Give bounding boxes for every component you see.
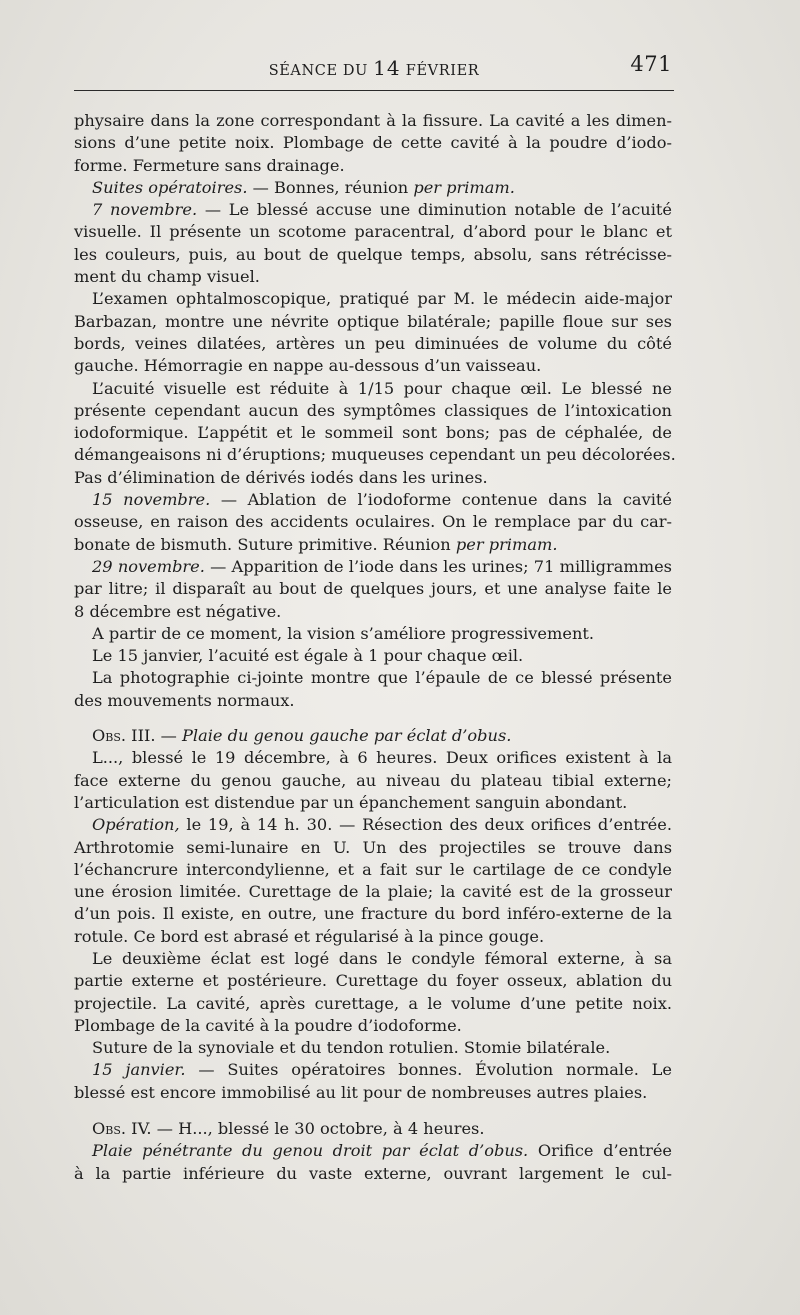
- observation-heading: [74, 725, 672, 747]
- text-line: à la partie inférieure du vaste externe, ouvrant largement le cul-: [74, 1163, 672, 1183]
- running-title-date: 14: [373, 56, 401, 80]
- page-number: 471: [630, 52, 672, 76]
- inline-italic: per primam.: [455, 534, 558, 554]
- inline-italic: 7 novembre.: [92, 200, 198, 220]
- text-line: osseuse, en raison des accidents oculaires. On le remplace par du car-: [74, 512, 672, 532]
- text-line: Le deuxième éclat est logé dans le condyle fémoral externe, à sa: [92, 948, 672, 968]
- text-line: Suture de la synoviale et du tendon rotulien. Stomie bilatérale.: [92, 1038, 611, 1058]
- text-line: L..., blessé le 19 décembre, à 6 heures. Deux orifices existent à la: [92, 748, 672, 768]
- running-title-month: FÉVRIER: [400, 63, 480, 79]
- text-line: gauche. Hémorragie en nappe au-dessous d’un vaisseau.: [74, 356, 542, 376]
- inline-italic: 29 novembre.: [92, 556, 205, 576]
- text-line: [74, 556, 672, 578]
- text-line: iodoformique. L’appétit et le sommeil sont bons; pas de céphalée, de: [74, 423, 672, 443]
- text-line: face externe du genou gauche, au niveau du plateau tibial externe;: [74, 770, 672, 790]
- text-line: partie externe et postérieure. Curettage du foyer osseux, ablation du: [74, 971, 672, 991]
- text-line: 8 décembre est négative.: [74, 601, 282, 621]
- observation-heading: [74, 1118, 672, 1140]
- text-line: démangeaisons ni d’éruptions; muqueuses cependant un peu décolorées.: [74, 445, 676, 465]
- inline-italic: 15 novembre.: [92, 490, 211, 510]
- observation-label: Obs. IV.: [92, 1119, 152, 1139]
- text-line: d’un pois. Il existe, en outre, une fracture du bord inféro-externe de la: [74, 904, 672, 924]
- text-line: visuelle. Il présente un scotome paracentral, d’abord pour le blanc et: [74, 222, 672, 242]
- text-line: blessé est encore immobilisé au lit pour de nombreuses autres plaies.: [74, 1082, 648, 1102]
- text-line: L’examen ophtalmoscopique, pratiqué par M. le médecin aide-major: [92, 289, 672, 309]
- text-line: [74, 489, 672, 511]
- inline-text: — Le blessé accuse une diminution notable de l’acuité: [197, 200, 672, 220]
- inline-text: Orifice d’entrée: [528, 1141, 672, 1161]
- body-text: [74, 110, 676, 1185]
- text-line: une érosion limitée. Curettage de la plaie; la cavité est de la grosseur: [74, 882, 672, 902]
- inline-italic: 15 janvier.: [92, 1060, 186, 1080]
- text-line: l’échancrure intercondylienne, et a fait sur le cartilage de ce condyle: [74, 859, 672, 879]
- text-line: Plombage de la cavité à la poudre d’iodoforme.: [74, 1015, 462, 1035]
- observation-title: Plaie pénétrante du genou droit par éclat d’obus.: [92, 1141, 529, 1161]
- text-line: les couleurs, puis, au bout de quelque temps, absolu, sans rétrécisse-: [74, 244, 672, 264]
- text-line: [74, 1059, 672, 1081]
- inline-italic: Suites opératoires.: [92, 177, 248, 197]
- text-line: l’articulation est distendue par un épanchement sanguin abondant.: [74, 792, 628, 812]
- text-line: A partir de ce moment, la vision s’améliore progressivement.: [92, 623, 595, 643]
- text-line: Pas d’élimination de dérivés iodés dans les urines.: [74, 467, 488, 487]
- inline-text: — Bonnes, réunion: [247, 177, 414, 197]
- text-line: présente cependant aucun des symptômes classiques de l’intoxication: [74, 400, 672, 420]
- text-line: Arthrotomie semi-lunaire en U. Un des projectiles se trouve dans: [74, 837, 672, 857]
- inline-text: — H..., blessé le 30 octobre, à 4 heures.: [151, 1119, 485, 1139]
- section-gap: [74, 712, 672, 725]
- page-header: [76, 52, 672, 80]
- inline-text: — Apparition de l’iode dans les urines; 71 milligrammes: [204, 556, 672, 576]
- inline-text: bonate de bismuth. Suture primitive. Réunion: [74, 534, 456, 554]
- inline-text: —: [155, 726, 182, 746]
- observation-title: Plaie du genou gauche par éclat d’obus.: [182, 726, 512, 746]
- text-line: [74, 177, 672, 199]
- text-line: ment du champ visuel.: [74, 267, 260, 287]
- text-line: Barbazan, montre une névrite optique bilatérale; papille floue sur ses: [74, 311, 672, 331]
- text-line: par litre; il disparaît au bout de quelques jours, et une analyse faite le: [74, 579, 672, 599]
- inline-text: le 19, à 14 h. 30. — Résection des deux orifices d’entrée.: [179, 815, 672, 835]
- text-line: rotule. Ce bord est abrasé et régularisé à la pince gouge.: [74, 926, 545, 946]
- text-line: forme. Fermeture sans drainage.: [74, 155, 345, 175]
- text-line: sions d’une petite noix. Plombage de cette cavité à la poudre d’iodo-: [74, 133, 672, 153]
- observation-label: Obs. III.: [92, 726, 156, 746]
- text-line: des mouvements normaux.: [74, 690, 295, 710]
- text-line: [74, 534, 672, 556]
- text-line: bords, veines dilatées, artères un peu diminuées de volume du côté: [74, 333, 672, 353]
- inline-text: — Ablation de l’iodoforme contenue dans la cavité: [210, 490, 672, 510]
- header-rule: [74, 90, 674, 91]
- inline-italic: Opération,: [92, 815, 180, 835]
- text-line: [74, 199, 672, 221]
- text-line: [74, 814, 672, 836]
- text-line: L’acuité visuelle est réduite à 1/15 pour chaque œil. Le blessé ne: [92, 378, 672, 398]
- text-line: Le 15 janvier, l’acuité est égale à 1 pour chaque œil.: [92, 646, 524, 666]
- text-line: projectile. La cavité, après curettage, a le volume d’une petite noix.: [74, 993, 672, 1013]
- inline-italic: per primam.: [413, 177, 515, 197]
- text-line: physaire dans la zone correspondant à la fissure. La cavité a les dimen-: [74, 111, 672, 130]
- text-line: La photographie ci-jointe montre que l’épaule de ce blessé présente: [92, 668, 672, 688]
- text-line: [74, 1140, 672, 1162]
- running-title: [76, 56, 672, 80]
- running-title-prefix: SÉANCE DU: [268, 63, 374, 79]
- inline-text: — Suites opératoires bonnes. Évolution normale. Le: [185, 1060, 672, 1080]
- section-gap: [74, 1104, 672, 1118]
